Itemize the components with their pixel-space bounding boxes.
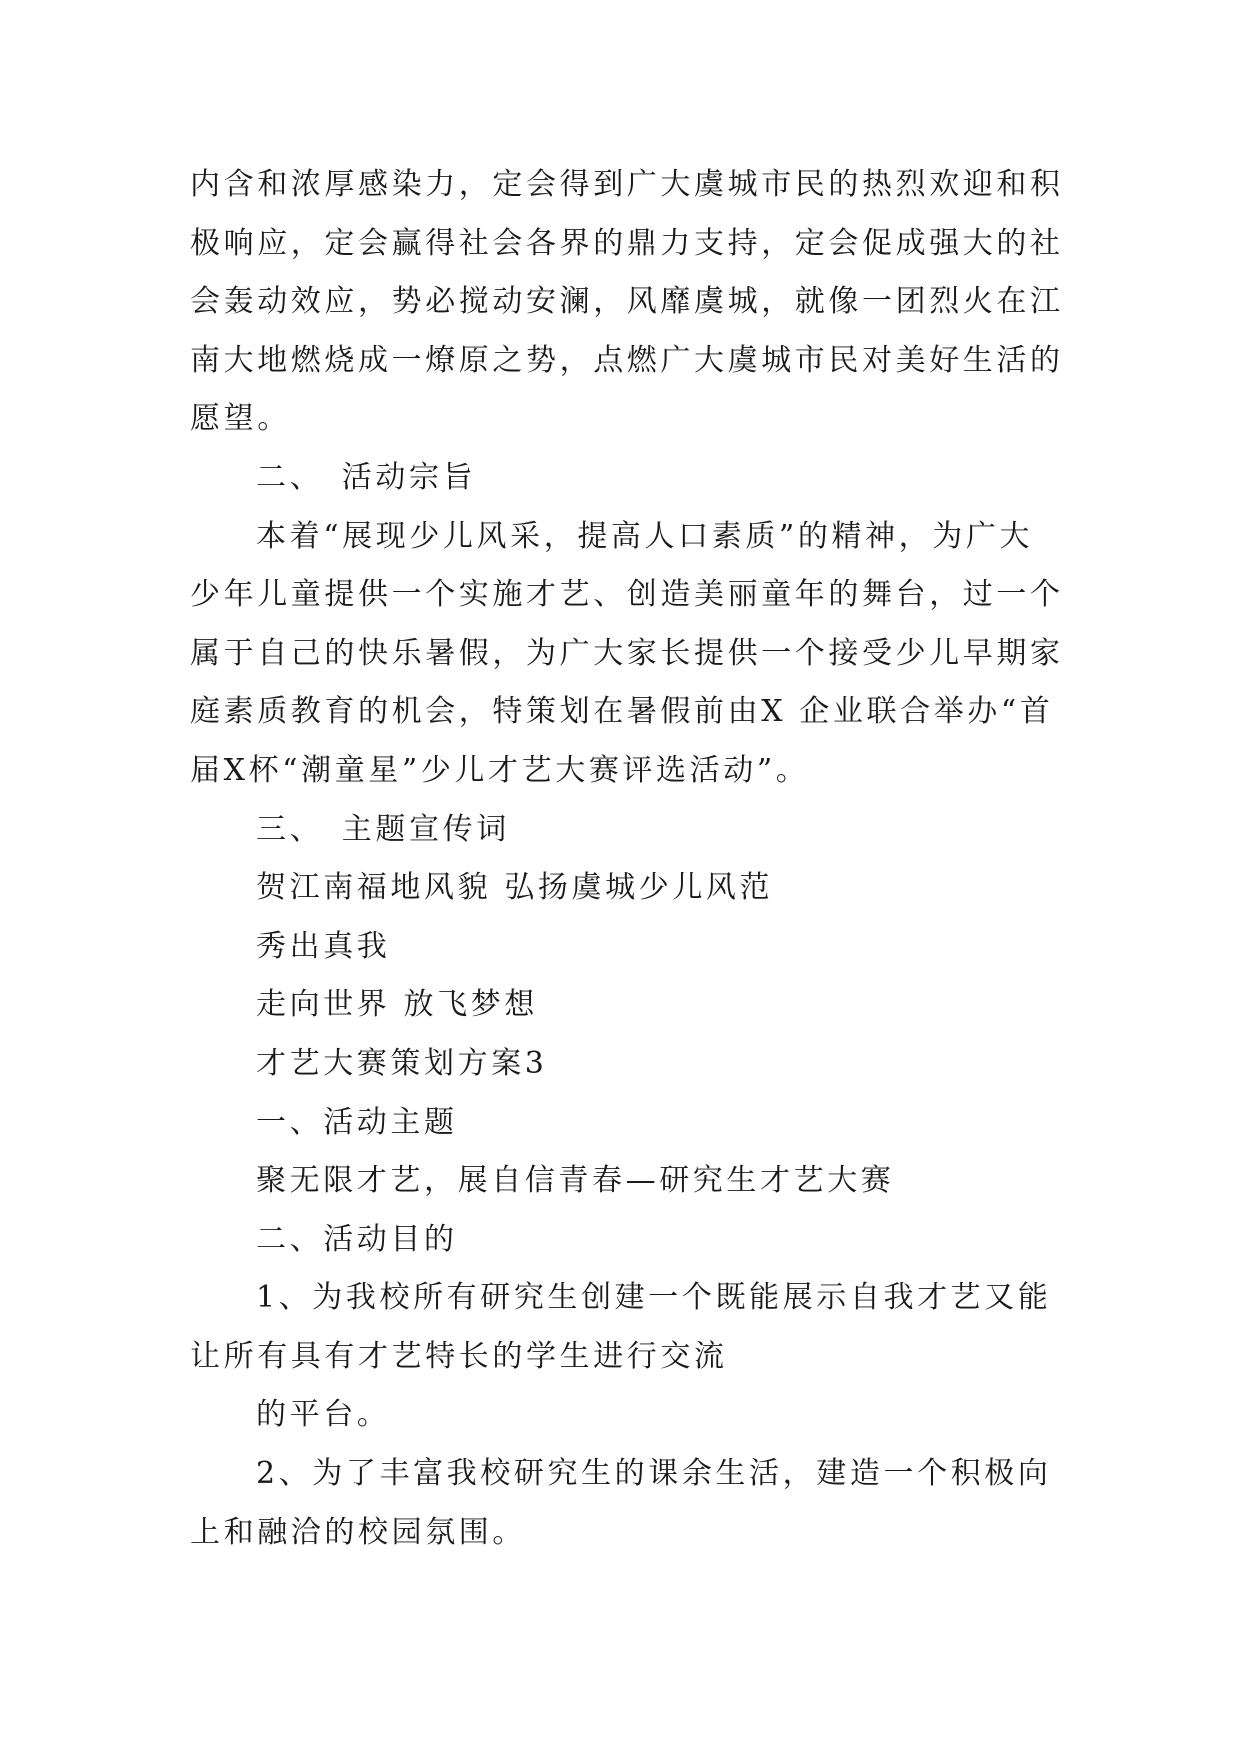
document-body (190, 156, 1064, 1562)
paragraph-line: 届X杯“潮童星”少儿才艺大赛评选活动”。 (190, 752, 810, 788)
paragraph-line: 聚无限才艺，展自信青春—研究生才艺大赛 (256, 1163, 895, 1199)
paragraph-line: 极响应，定会赢得社会各界的鼎力支持，定会促成强大的社 (190, 225, 1064, 261)
slogan-line: 走向世界 放飞梦想 (256, 987, 538, 1023)
paragraph-line: 属于自己的快乐暑假，为广大家长提供一个接受少儿早期家 (190, 635, 1064, 671)
paragraph-line: 上和融洽的校园氛围。 (190, 1514, 526, 1550)
section-heading: 二、活动目的 (256, 1221, 458, 1257)
paragraph-line: 庭素质教育的机会，特策划在暑假前由X 企业联合举办“首 (190, 694, 1054, 730)
paragraph-line: 会轰动效应，势必搅动安澜，风靡虞城，就像一团烈火在江 (190, 284, 1064, 320)
paragraph-line: 本着“展现少儿风采，提高人口素质”的精神，为广大 (256, 518, 1034, 554)
section-heading: 三、 主题宣传词 (256, 811, 510, 847)
document-title: 才艺大赛策划方案3 (256, 1045, 548, 1081)
paragraph-line: 的平台。 (256, 1397, 391, 1433)
paragraph-line: 让所有具有才艺特长的学生进行交流 (190, 1338, 728, 1374)
section-heading: 二、 活动宗旨 (256, 459, 477, 495)
paragraph-line: 愿望。 (190, 401, 291, 437)
paragraph-line: 1、为我校所有研究生创建一个既能展示自我才艺又能 (256, 1280, 1052, 1316)
slogan-line: 秀出真我 (256, 928, 391, 964)
section-heading: 一、活动主题 (256, 1104, 458, 1140)
paragraph-line: 内含和浓厚感染力，定会得到广大虞城市民的热烈欢迎和积 (190, 167, 1064, 202)
paragraph-line: 南大地燃烧成一燎原之势，点燃广大虞城市民对美好生活的 (190, 342, 1064, 378)
paragraph-line: 少年儿童提供一个实施才艺、创造美丽童年的舞台，过一个 (190, 577, 1064, 613)
paragraph-line: 2、为了丰富我校研究生的课余生活，建造一个积极向 (256, 1456, 1052, 1492)
slogan-line: 贺江南福地风貌 弘扬虞城少儿风范 (256, 870, 774, 906)
